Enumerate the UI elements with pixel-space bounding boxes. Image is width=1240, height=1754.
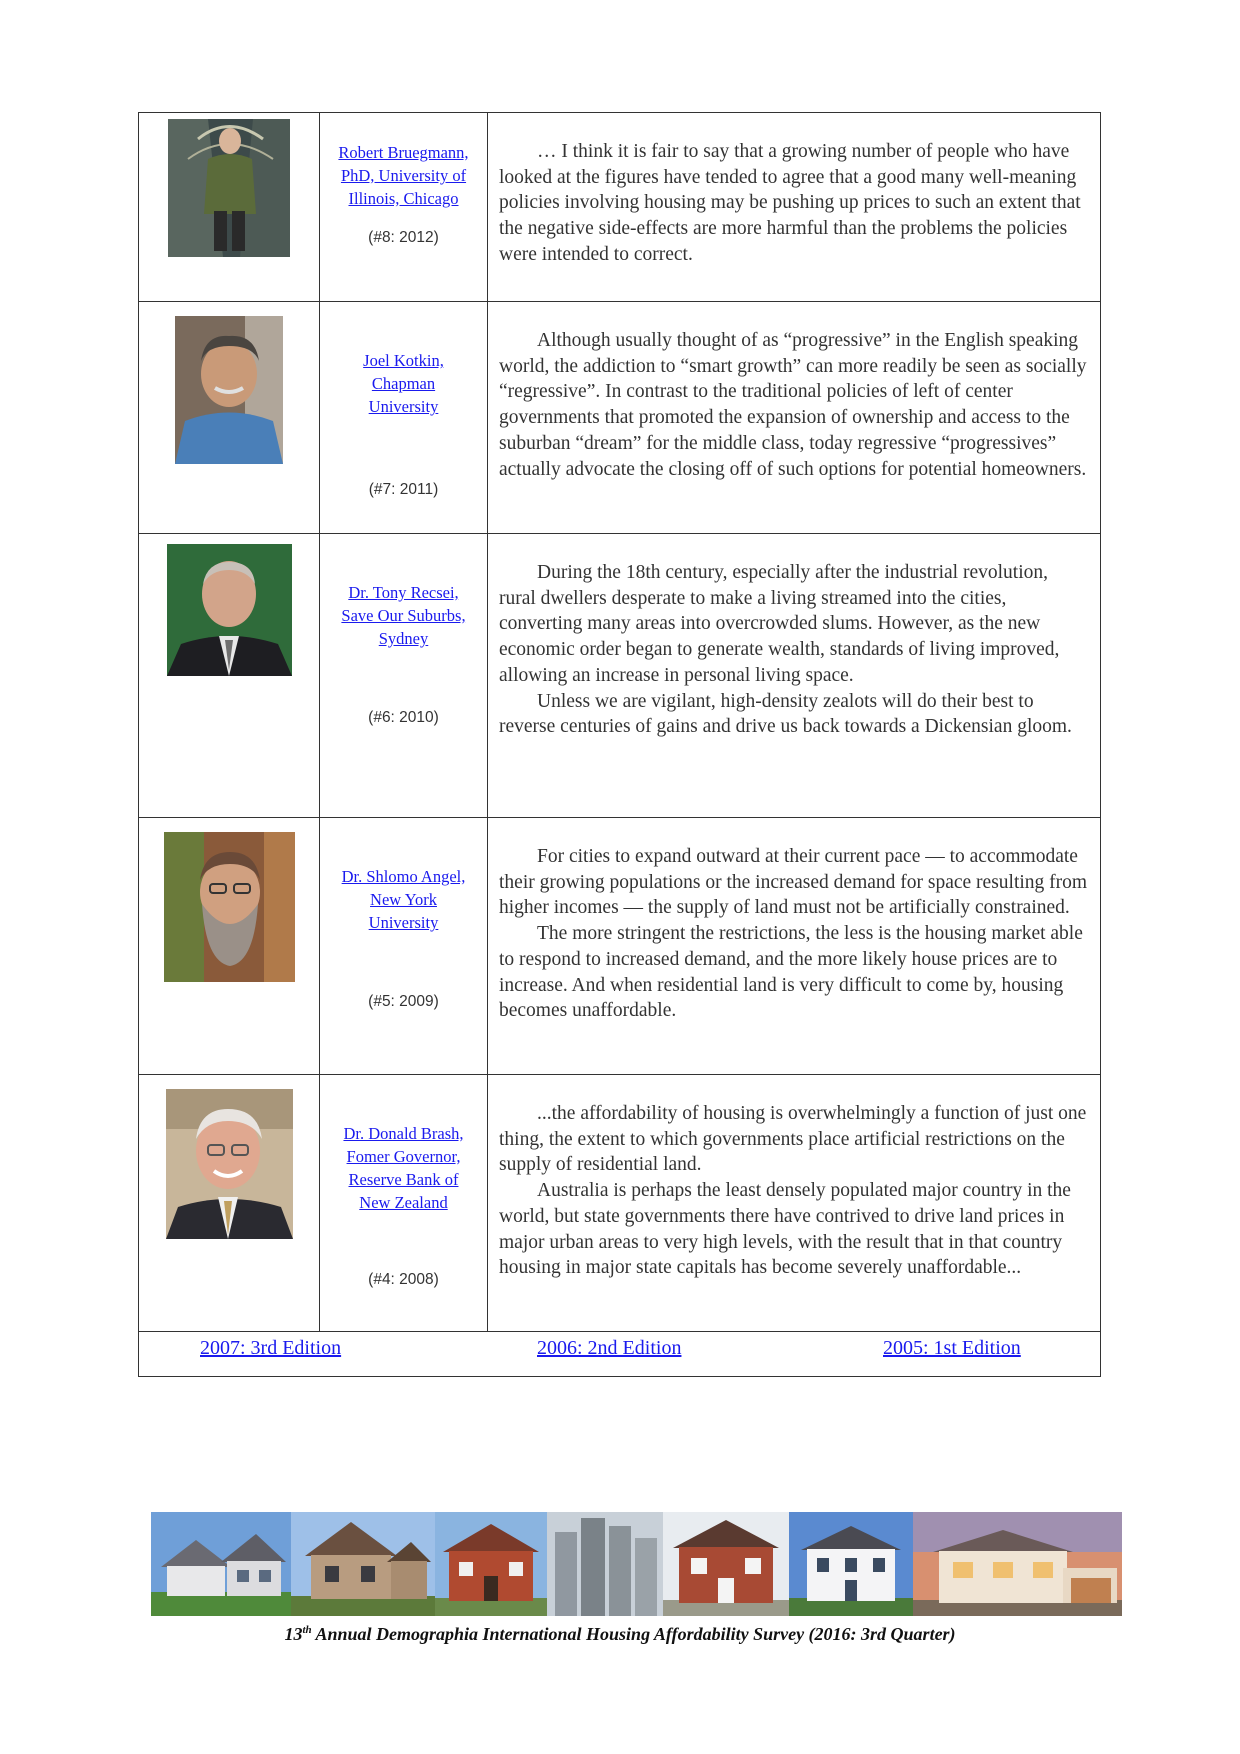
- house-photo-7: [913, 1512, 1122, 1616]
- footer-ordinal: th: [302, 1624, 312, 1636]
- table-row: [139, 113, 1101, 302]
- table-row: [139, 302, 1101, 534]
- footer-number: 13: [284, 1624, 303, 1644]
- person-cell: [320, 818, 488, 1075]
- name-line: New Zealand: [359, 1193, 448, 1212]
- name-line: Sydney: [378, 629, 429, 648]
- edition-tag: (#5: 2009): [368, 993, 439, 1010]
- person-cell: [320, 1075, 488, 1332]
- name-line: Robert Bruegmann,: [338, 143, 469, 162]
- survey-footer-caption: [0, 1624, 1240, 1645]
- house-photo-3: [435, 1512, 547, 1616]
- portrait-photo-kotkin: [175, 316, 283, 464]
- portrait-photo-brash: [166, 1089, 293, 1239]
- name-line: University: [368, 397, 439, 416]
- edition-link-2005[interactable]: 2005: 1st Edition: [883, 1337, 1021, 1359]
- testimonials-table: [138, 112, 1101, 1377]
- person-link[interactable]: [320, 581, 487, 650]
- photo-cell: [139, 113, 320, 302]
- portrait-photo-angel: [164, 832, 295, 982]
- quote-paragraph: Australia is perhaps the least densely populated major country in the world, but state governments there have contrived to drive land prices in major urban areas to very high levels, with the result that in that country housing in major state capitals has become severely unaffordable...: [499, 1180, 1071, 1279]
- table-row: [139, 1075, 1101, 1332]
- edition-tag: (#4: 2008): [368, 1271, 439, 1288]
- tower-photo-4: [547, 1512, 663, 1616]
- person-cell: [320, 534, 488, 818]
- table-row: [139, 534, 1101, 818]
- photo-cell: [139, 534, 320, 818]
- quote-cell: [488, 302, 1101, 534]
- quote-paragraph: Although usually thought of as “progressive” in the English speaking world, the addiction to “smart growth” can more readily be seen as socially “regressive”. In contrast to the traditional policies of left of center governments that promoted the expansion of ownership and access to the suburban “dream” for the middle class, today regressive “progressives” actually advocate the closing off of such options for potential homeowners.: [499, 330, 1087, 480]
- quote-paragraph: For cities to expand outward at their current pace — to accommodate their growing populations or the increased demand for space resulting from higher incomes — the supply of land must not be artificially constrained.: [499, 846, 1088, 919]
- person-link[interactable]: [320, 349, 487, 418]
- houses-banner: [151, 1512, 1122, 1616]
- edition-link-2006[interactable]: 2006: 2nd Edition: [537, 1337, 682, 1359]
- photo-cell: [139, 1075, 320, 1332]
- photo-cell: [139, 818, 320, 1075]
- name-line: Save Our Suburbs,: [341, 606, 466, 625]
- person-cell: [320, 302, 488, 534]
- edition-tag: (#8: 2012): [368, 229, 439, 246]
- quote-paragraph: During the 18th century, especially after the industrial revolution, rural dwellers desperate to make a living streamed into the cities, converting many areas into overcrowded slums. However, as the new economic order began to generate wealth, standards of living improved, allowing an increase in personal living space.: [499, 562, 1060, 686]
- name-line: Illinois, Chicago: [348, 189, 459, 208]
- quote-cell: [488, 818, 1101, 1075]
- table-row: [139, 818, 1101, 1075]
- person-cell: [320, 113, 488, 302]
- name-line: Dr. Shlomo Angel,: [341, 867, 466, 886]
- quote-cell: [488, 113, 1101, 302]
- name-line: Joel Kotkin,: [363, 351, 444, 370]
- quote-paragraph: Unless we are vigilant, high-density zealots will do their best to reverse centuries of gains and drive us back towards a Dickensian gloom.: [499, 690, 1072, 738]
- name-line: University: [368, 913, 439, 932]
- footer-title: Annual Demographia International Housing Affordability Survey (2016: 3rd Quarter): [311, 1624, 956, 1644]
- person-link[interactable]: [320, 1122, 487, 1214]
- person-link[interactable]: [320, 141, 487, 210]
- house-photo-2: [291, 1512, 435, 1616]
- name-line: Dr. Donald Brash,: [343, 1124, 464, 1143]
- quote-paragraph: ...the affordability of housing is overwhelmingly a function of just one thing, the extent to which governments place artificial restrictions on the supply of residential land.: [499, 1103, 1087, 1176]
- person-link[interactable]: [320, 865, 487, 934]
- portrait-photo-bruegmann: [168, 119, 290, 257]
- house-photo-1: [151, 1512, 291, 1616]
- edition-links-cell: [139, 1332, 1101, 1377]
- edition-links-row: [139, 1332, 1101, 1377]
- name-line: Fomer Governor,: [346, 1147, 461, 1166]
- name-line: New York: [370, 890, 437, 909]
- name-line: Chapman: [371, 374, 436, 393]
- edition-tag: (#7: 2011): [368, 481, 439, 498]
- name-line: Dr. Tony Recsei,: [348, 583, 459, 602]
- house-photo-6: [789, 1512, 913, 1616]
- portrait-photo-recsei: [167, 544, 292, 676]
- quote-cell: [488, 534, 1101, 818]
- quote-cell: [488, 1075, 1101, 1332]
- quote-paragraph: … I think it is fair to say that a growing number of people who have looked at the figures have tended to agree that a good many well-meaning policies involving housing may be pushing up prices to such an extent that the negative side-effects are more harmful than the problems the policies were intended to correct.: [499, 141, 1081, 265]
- photo-cell: [139, 302, 320, 534]
- edition-link-2007[interactable]: 2007: 3rd Edition: [200, 1337, 342, 1359]
- name-line: PhD, University of: [340, 166, 467, 185]
- edition-tag: (#6: 2010): [368, 709, 439, 726]
- house-photo-5: [663, 1512, 789, 1616]
- quote-paragraph: The more stringent the restrictions, the less is the housing market able to respond to increased demand, and the more likely house prices are to increase. And when residential land is very difficult to come by, housing becomes unaffordable.: [499, 923, 1083, 1022]
- name-line: Reserve Bank of: [348, 1170, 459, 1189]
